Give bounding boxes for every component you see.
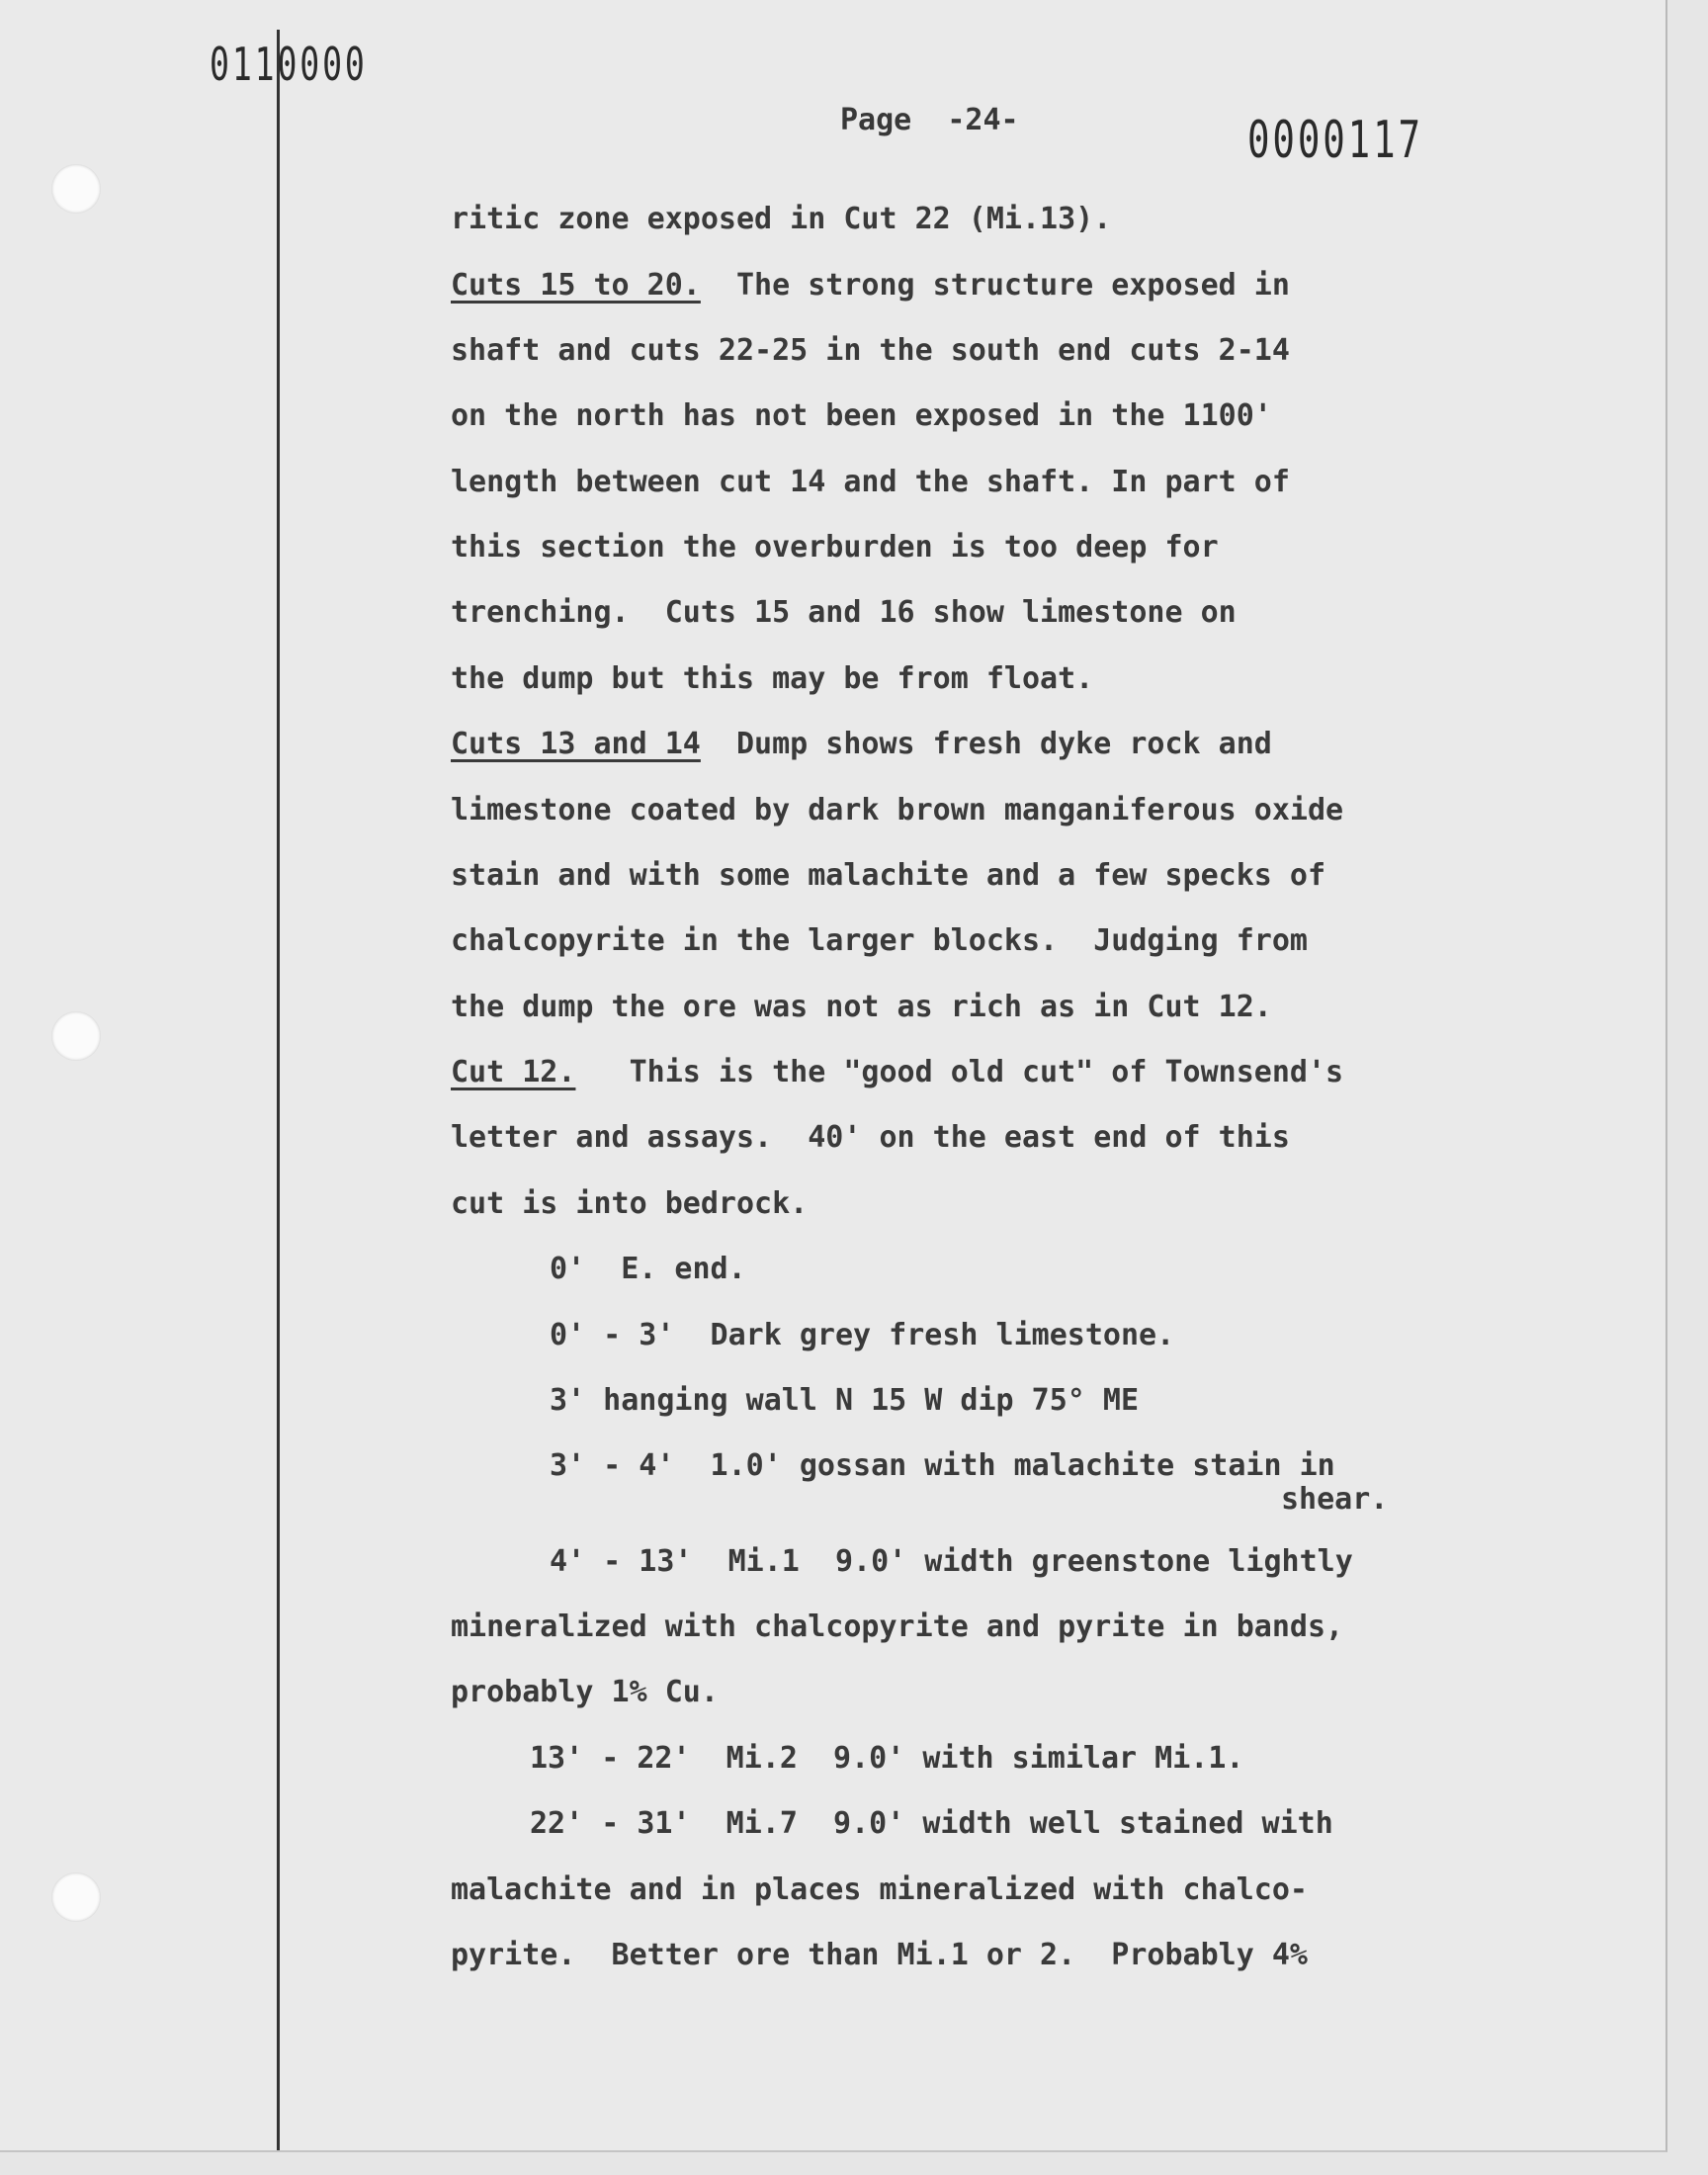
text-line: Cut 12. This is the "good old cut" of Townsend's	[451, 1055, 1344, 1089]
text-line: Cuts 13 and 14 Dump shows fresh dyke rock and	[451, 727, 1272, 761]
text-line: the dump the ore was not as rich as in Cut 12.	[451, 990, 1272, 1024]
text-line: on the north has not been exposed in the 1100'	[451, 398, 1272, 433]
text-line: 0' - 3' Dark grey fresh limestone.	[550, 1318, 1175, 1352]
text-line: 13' - 22' Mi.2 9.0' with similar Mi.1.	[530, 1741, 1244, 1776]
binder-hole	[51, 1011, 101, 1061]
text-line: 4' - 13' Mi.1 9.0' width greenstone lightly	[550, 1544, 1353, 1579]
text-line: limestone coated by dark brown manganiferous oxide	[451, 793, 1344, 827]
text-line: chalcopyrite in the larger blocks. Judging from	[451, 923, 1308, 958]
text-line: probably 1% Cu.	[451, 1675, 719, 1709]
section-heading: Cuts 13 and 14	[451, 727, 701, 761]
text-line: stain and with some malachite and a few specks of	[451, 858, 1326, 893]
binder-hole	[51, 1872, 101, 1922]
text-line: shaft and cuts 22-25 in the south end cuts 2-14	[451, 333, 1290, 368]
text-line: ritic zone exposed in Cut 22 (Mi.13).	[451, 202, 1112, 236]
text-line: cut is into bedrock.	[451, 1186, 809, 1221]
text-line: length between cut 14 and the shaft. In part of	[451, 465, 1290, 499]
binder-hole	[51, 164, 101, 214]
text-line: letter and assays. 40' on the east end of this	[451, 1120, 1290, 1155]
text-line: trenching. Cuts 15 and 16 show limestone on	[451, 595, 1237, 630]
document-number-stamp-left: 0110000	[210, 38, 368, 91]
text-line: Cuts 15 to 20. The strong structure exposed in	[451, 268, 1290, 303]
text-line: 3' - 4' 1.0' gossan with malachite stain in	[550, 1448, 1335, 1483]
section-heading: Cut 12.	[451, 1055, 576, 1089]
margin-rule	[277, 30, 280, 2150]
section-heading: Cuts 15 to 20.	[451, 268, 701, 303]
text-line: shear.	[1281, 1482, 1389, 1517]
text-line: malachite and in places mineralized with chalco-	[451, 1872, 1308, 1907]
text-line: 0' E. end.	[550, 1252, 746, 1286]
text-line: mineralized with chalcopyrite and pyrite in bands,	[451, 1610, 1344, 1644]
text-line: pyrite. Better ore than Mi.1 or 2. Probably 4%	[451, 1938, 1308, 1972]
text-line: the dump but this may be from float.	[451, 661, 1094, 696]
page-number: Page -24-	[840, 103, 1019, 137]
document-number-stamp-right: 0000117	[1247, 111, 1423, 170]
text-line: 22' - 31' Mi.7 9.0' width well stained with	[530, 1806, 1333, 1841]
text-line: this section the overburden is too deep for	[451, 530, 1219, 565]
text-line: 3' hanging wall N 15 W dip 75° ME	[550, 1383, 1140, 1418]
